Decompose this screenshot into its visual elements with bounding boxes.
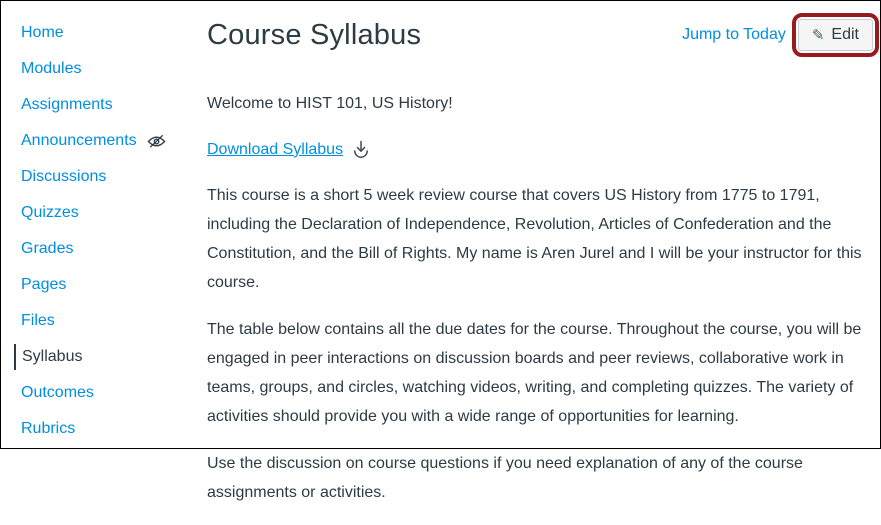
sidebar-item-quizzes[interactable] <box>1 195 197 231</box>
syllabus-body <box>207 89 869 507</box>
sidebar-item-syllabus[interactable] <box>1 339 197 375</box>
sidebar-item-label: Modules <box>21 60 82 77</box>
sidebar-item-label: Quizzes <box>21 204 79 221</box>
edit-button-annotation-ring <box>792 13 879 57</box>
download-row <box>207 135 869 164</box>
sidebar-item-label: Files <box>21 312 55 329</box>
sidebar-item-label: Grades <box>21 240 74 257</box>
jump-to-today-link[interactable]: Jump to Today <box>682 26 786 43</box>
sidebar-item-pages[interactable] <box>1 267 197 303</box>
sidebar-item-rubrics[interactable] <box>1 411 197 447</box>
header-actions <box>682 13 869 57</box>
welcome-text: Welcome to HIST 101, US History! <box>207 95 453 112</box>
sidebar-item-label: Rubrics <box>21 420 76 437</box>
syllabus-paragraph: Use the discussion on course questions if you need explanation of any of the course assignments or activities. <box>207 455 803 501</box>
sidebar-item-label: Announcements <box>21 132 137 149</box>
syllabus-content <box>207 1 869 525</box>
sidebar-item-modules[interactable] <box>1 51 197 87</box>
syllabus-paragraph: This course is a short 5 week review course that covers US History from 1775 to 1791, including the Declaration of Independence, Revolution, Articles of Confederation and the Constitution, and the Bill of Rights. My name is Aren Jurel and I will be your instructor for this course. <box>207 187 862 291</box>
sidebar-item-home[interactable] <box>1 15 197 51</box>
page-title: Course Syllabus <box>207 18 422 51</box>
sidebar-item-outcomes[interactable] <box>1 375 197 411</box>
page-header <box>207 11 869 59</box>
download-syllabus-link[interactable]: Download Syllabus <box>207 140 344 158</box>
sidebar-item-grades[interactable] <box>1 231 197 267</box>
sidebar-item-label: Pages <box>21 276 67 293</box>
sidebar-item-discussions[interactable] <box>1 159 197 195</box>
edit-button[interactable] <box>798 19 873 51</box>
edit-button-label: Edit <box>831 26 859 43</box>
sidebar-item-label: Syllabus <box>22 348 83 365</box>
eye-slash-icon <box>147 134 166 149</box>
sidebar-item-label: Discussions <box>21 168 107 185</box>
download-icon[interactable] <box>352 140 370 159</box>
sidebar-item-label: Assignments <box>21 96 113 113</box>
sidebar-item-label: Home <box>21 24 64 41</box>
course-navigation-sidebar <box>1 1 197 448</box>
syllabus-paragraph: The table below contains all the due dates for the course. Throughout the course, you will be engaged in peer interactions on discussion boards and peer reviews, collaborative work in teams, groups, and circles, watching videos, writing, and completing quizzes. The variety of activities should provide you with a wide range of opportunities for learning. <box>207 321 862 425</box>
sidebar-item-assignments[interactable] <box>1 87 197 123</box>
sidebar-item-label: Outcomes <box>21 384 94 401</box>
sidebar-item-files[interactable] <box>1 303 197 339</box>
sidebar-item-announcements[interactable] <box>1 123 197 159</box>
pencil-icon: ✎ <box>811 26 825 44</box>
